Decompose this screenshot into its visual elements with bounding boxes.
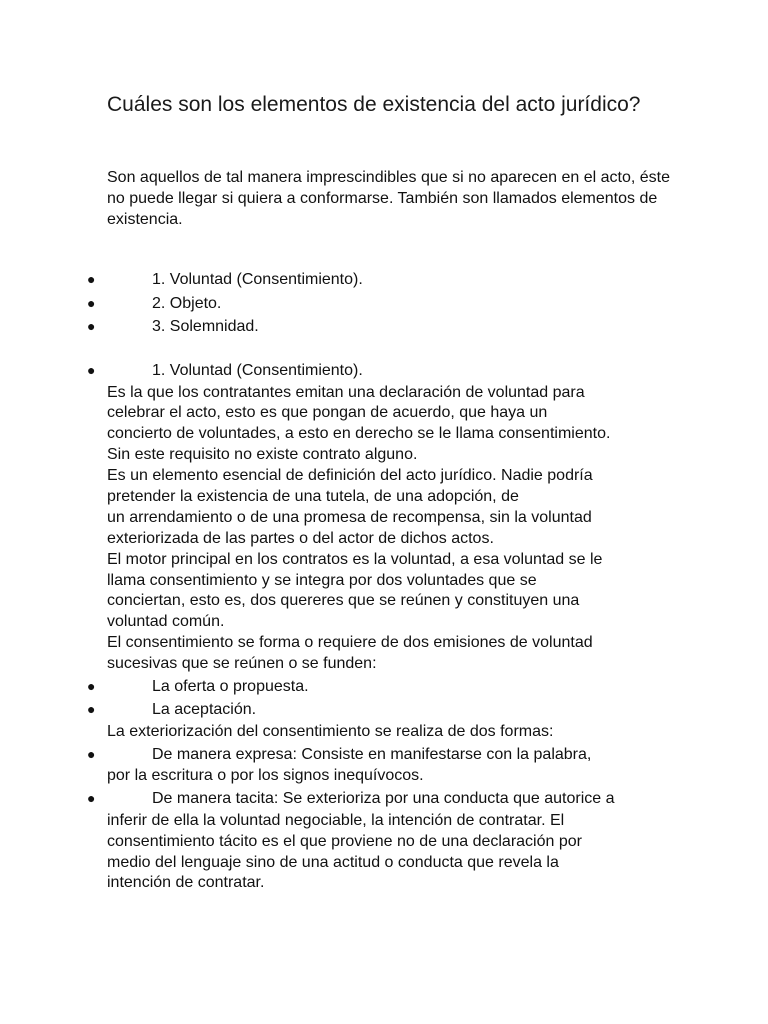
paragraph-text: llama consentimiento y se integra por dos voluntades que se <box>107 571 537 589</box>
list-item-label: 1. Voluntad (Consentimiento). <box>152 271 363 288</box>
paragraph-line <box>0 722 768 743</box>
paragraph-text: por la escritura o por los signos inequívocos. <box>107 767 424 785</box>
paragraph-line <box>0 508 768 529</box>
paragraph-line <box>0 766 768 787</box>
paragraph-text: Es un elemento esencial de definición del acto jurídico. Nadie podría <box>107 467 593 485</box>
section-heading: 1. Voluntad (Consentimiento). <box>152 362 363 379</box>
bullet-icon: ● <box>87 294 96 311</box>
paragraph-line <box>0 654 768 675</box>
bullet-icon: ● <box>87 790 96 807</box>
list-item-label: De manera tacita: Se exterioriza por una conducta que autorice a <box>152 790 615 808</box>
paragraph-line <box>0 633 768 654</box>
bullet-icon: ● <box>87 318 96 334</box>
paragraph-text: un arrendamiento o de una promesa de recompensa, sin la voluntad <box>107 508 592 526</box>
list-item-label: 2. Objeto. <box>152 294 222 312</box>
list-item <box>0 698 768 722</box>
paragraph-line <box>0 832 768 853</box>
list-item-label: La oferta o propuesta. <box>152 677 309 695</box>
paragraph-text: voluntad común. <box>107 613 225 631</box>
list-item-label: 3. Solemnidad. <box>152 318 259 335</box>
paragraph-line <box>0 873 768 894</box>
voluntad-section <box>0 359 768 894</box>
paragraph-line <box>0 550 768 571</box>
bullet-icon: ● <box>87 271 96 287</box>
paragraph-line <box>0 383 768 404</box>
list-item-label: De manera expresa: Consiste en manifestarse con la palabra, <box>152 745 592 763</box>
paragraph-text: celebrar el acto, esto es que pongan de acuerdo, que haya un <box>107 404 548 422</box>
paragraph-text: Sin este requisito no existe contrato alguno. <box>107 446 418 464</box>
paragraph-line <box>0 424 768 445</box>
list-item <box>0 787 768 811</box>
paragraph-text: consentimiento tácito es el que proviene no de una declaración por <box>107 832 582 850</box>
list-item <box>0 743 768 767</box>
paragraph-text: concierto de voluntades, a esto en derecho se le llama consentimiento. <box>107 425 611 443</box>
list-item-label: La aceptación. <box>152 701 257 719</box>
paragraph-text: conciertan, esto es, dos quereres que se reúnen y constituyen una <box>107 592 580 610</box>
paragraph-text: sucesivas que se reúnen o se funden: <box>107 655 377 673</box>
paragraph-line <box>0 445 768 466</box>
paragraph-line <box>0 466 768 487</box>
paragraph-line <box>0 529 768 550</box>
paragraph-text: inferir de ella la voluntad negociable, la intención de contratar. El <box>107 811 565 829</box>
section-heading-row <box>0 359 768 383</box>
paragraph-text: exteriorizada de las partes o del actor de dichos actos. <box>107 529 494 547</box>
paragraph-line <box>0 591 768 612</box>
paragraph-text: Es la que los contratantes emitan una declaración de voluntad para <box>107 383 585 401</box>
page-title: Cuáles son los elementos de existencia del acto jurídico? <box>107 93 641 116</box>
paragraph-text: pretender la existencia de una tutela, de una adopción, de <box>107 487 519 505</box>
paragraph-text: El consentimiento se forma o requiere de dos emisiones de voluntad <box>107 634 593 652</box>
paragraph-line <box>0 853 768 874</box>
bullet-icon: ● <box>87 362 96 378</box>
paragraph-line <box>0 571 768 592</box>
bullet-icon: ● <box>87 677 96 694</box>
intro-paragraph: Son aquellos de tal manera imprescindibles que si no aparecen en el acto, éste no puede llegar si quiera a conformarse. También son llamados elementos de existencia. <box>107 169 671 228</box>
bullet-icon: ● <box>87 745 96 762</box>
paragraph-line <box>0 487 768 508</box>
bullet-icon: ● <box>87 701 96 718</box>
paragraph-line <box>0 403 768 424</box>
list-item <box>0 675 768 699</box>
paragraph-text: La exteriorización del consentimiento se realiza de dos formas: <box>107 722 554 740</box>
paragraph-line <box>0 811 768 832</box>
paragraph-line <box>0 612 768 633</box>
paragraph-text: medio del lenguaje sino de una actitud o conducta que revela la <box>107 853 559 871</box>
paragraph-text: El motor principal en los contratos es la voluntad, a esa voluntad se le <box>107 550 603 568</box>
paragraph-text: intención de contratar. <box>107 874 265 892</box>
